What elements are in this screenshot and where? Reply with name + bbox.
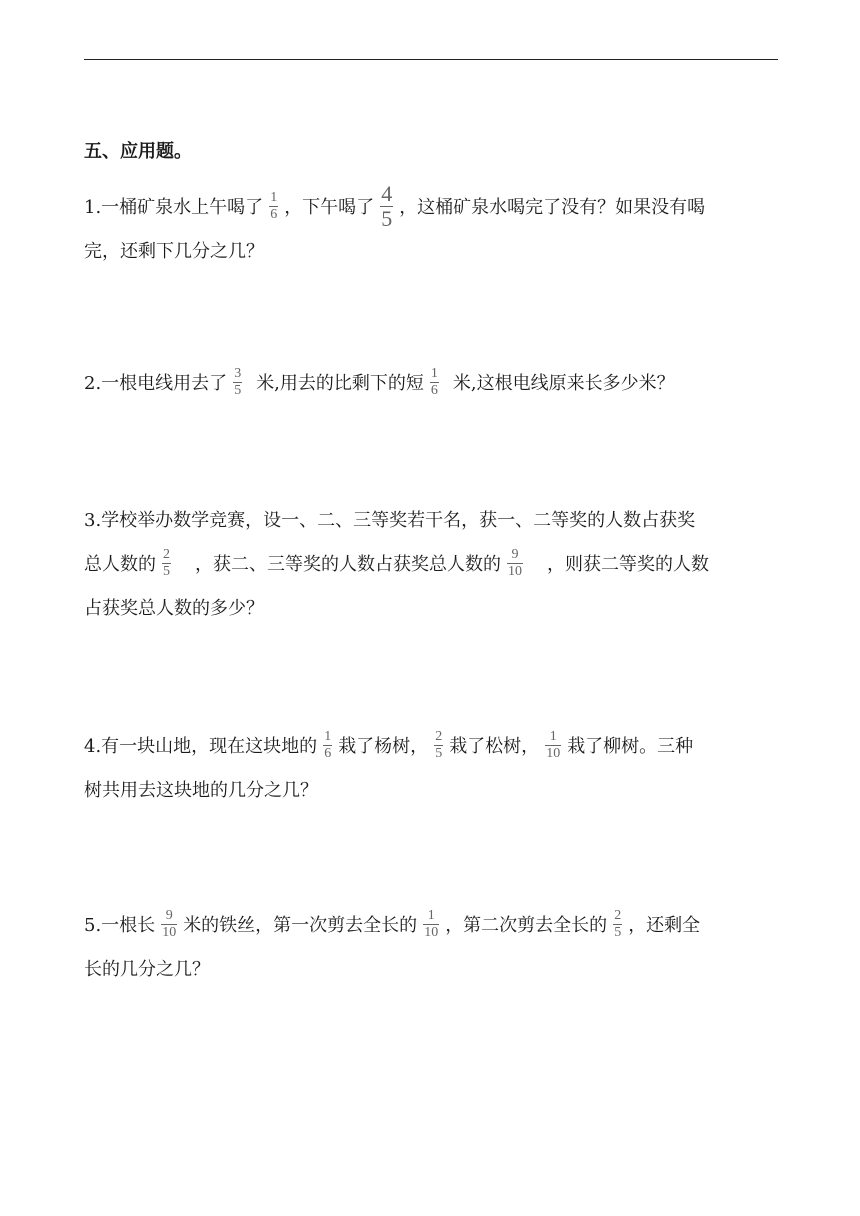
problem-5-line-2 xyxy=(84,946,778,990)
denominator: 5 xyxy=(435,745,443,761)
denominator: 5 xyxy=(381,205,393,231)
problem-5-line-1 xyxy=(84,902,778,946)
problem-5-text-e: 长的几分之几？ xyxy=(84,959,210,980)
problem-1-text-d: 完，还剩下几分之几？ xyxy=(84,241,264,262)
numerator: 1 xyxy=(324,728,332,744)
numerator: 2 xyxy=(614,907,622,923)
problem-5-text-a: 5.一根长 xyxy=(84,915,156,936)
denominator: 5 xyxy=(234,382,242,398)
problem-4 xyxy=(84,723,778,811)
fraction-3-5 xyxy=(233,367,242,398)
numerator: 2 xyxy=(435,728,443,744)
numerator: 2 xyxy=(163,546,170,562)
fraction-4-5 xyxy=(380,180,393,231)
problem-1 xyxy=(84,180,778,272)
numerator: 4 xyxy=(381,180,393,206)
denominator: 6 xyxy=(270,206,278,222)
problem-5-text-c: ，第二次剪去全长的 xyxy=(445,915,608,936)
denominator: 10 xyxy=(162,924,177,940)
problem-4-text-e: 树共用去这块地的几分之几？ xyxy=(84,780,318,801)
problem-4-text-c: 栽了松树， xyxy=(449,736,540,757)
problem-4-line-2 xyxy=(84,767,778,811)
numerator: 1 xyxy=(270,189,278,205)
problem-1-line-1 xyxy=(84,180,778,231)
fraction-2-5 xyxy=(162,548,171,579)
fraction-1-10 xyxy=(423,909,439,940)
problem-3-text-e: 占获奖总人数的多少？ xyxy=(84,598,264,619)
problem-3-line-2 xyxy=(84,541,778,585)
denominator: 10 xyxy=(424,924,439,940)
problem-1-text-a: 1.一桶矿泉水上午喝了 xyxy=(84,197,264,218)
fraction-1-6 xyxy=(269,191,278,222)
problem-5-text-b: 米的铁丝，第一次剪去全长的 xyxy=(183,915,418,936)
problem-2-text-b: 米,用去的比剩下的短 xyxy=(256,373,424,394)
problem-2 xyxy=(84,360,778,404)
fraction-1-10 xyxy=(545,730,561,761)
fraction-2-5 xyxy=(434,730,443,761)
problem-3-text-b: 总人数的 xyxy=(84,554,156,575)
problem-2-line-1 xyxy=(84,360,778,404)
denominator: 5 xyxy=(614,924,622,940)
denominator: 6 xyxy=(430,382,438,398)
problem-3-text-a: 3.学校举办数学竞赛，设一、二、三等奖若干名，获一、二等奖的人数占获奖 xyxy=(84,510,696,531)
problem-3-line-1 xyxy=(84,497,778,541)
problem-5-text-d: ，还剩全 xyxy=(628,915,701,936)
problem-5 xyxy=(84,902,778,990)
numerator: 9 xyxy=(511,546,519,562)
numerator: 1 xyxy=(430,365,438,381)
numerator: 1 xyxy=(427,907,435,923)
problem-2-text-a: 2.一根电线用去了 xyxy=(84,373,228,394)
fraction-1-6 xyxy=(323,730,332,761)
fraction-2-5 xyxy=(613,909,622,940)
fraction-9-10 xyxy=(161,909,177,940)
problem-3-line-3 xyxy=(84,585,778,629)
problem-1-text-b: ，下午喝了 xyxy=(284,197,375,218)
problem-1-line-2 xyxy=(84,228,778,272)
problem-4-text-d: 栽了柳树。三种 xyxy=(567,736,694,757)
section-title: 五、应用题。 xyxy=(84,141,192,162)
fraction-9-10 xyxy=(507,548,523,579)
fraction-1-6 xyxy=(430,367,439,398)
denominator: 10 xyxy=(546,745,561,761)
denominator: 6 xyxy=(324,745,332,761)
problem-3 xyxy=(84,497,778,629)
problem-3-text-d: ，则获二等奖的人数 xyxy=(547,554,709,575)
numerator: 1 xyxy=(549,728,557,744)
problem-4-text-a: 4.有一块山地，现在这块地的 xyxy=(84,736,318,757)
numerator: 9 xyxy=(165,907,173,923)
problem-3-text-c: ，获二、三等奖的人数占获奖总人数的 xyxy=(195,554,501,575)
problem-4-text-b: 栽了杨树， xyxy=(338,736,429,757)
denominator: 5 xyxy=(163,563,170,579)
denominator: 10 xyxy=(508,563,522,579)
problem-1-text-c: ，这桶矿泉水喝完了没有？如果没有喝 xyxy=(399,197,706,218)
header-rule xyxy=(84,59,778,60)
numerator: 3 xyxy=(234,365,242,381)
problem-4-line-1 xyxy=(84,723,778,767)
problem-2-text-c: 米,这根电线原来长多少米？ xyxy=(452,373,675,394)
